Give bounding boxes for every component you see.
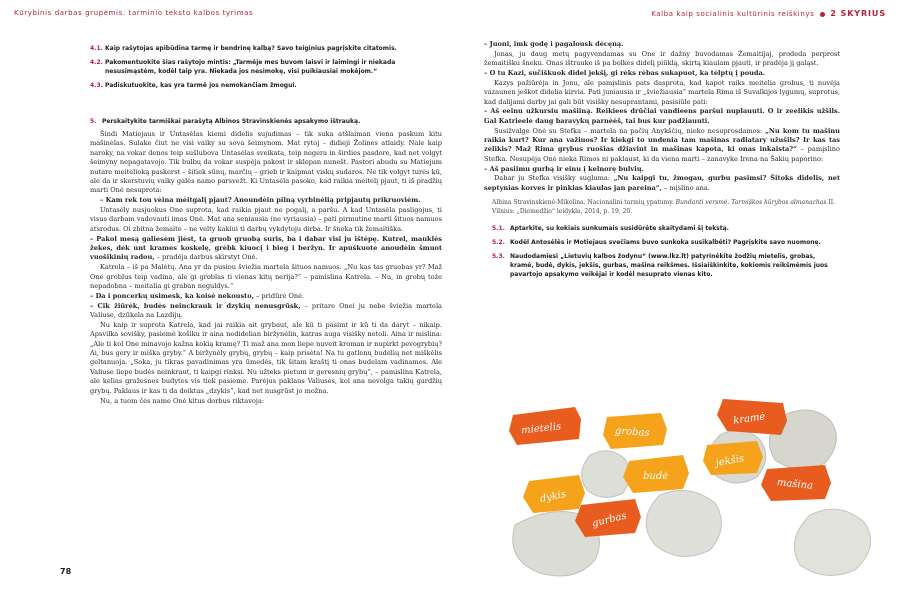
paragraph: Jonas, ju daug metų pagyvendamas su One ir dažny buvodamas Žemaitijaj, prodeda perprost žemaitišku šneku. Onas ištrauke iš pa bolkes didelį piūklą, skirtą kiaulam pjauti, ir pradėja jį galąst. — [484, 49, 840, 68]
narration: – pamįslino Stefka. Nesupėja Onė nieka Rimos ni paklaust, ki da viena marti – zanavyke Irena na Šakių paporino: — [484, 145, 840, 163]
task-5-2 — [492, 238, 840, 247]
word-tag-grobas — [603, 413, 667, 449]
task-text: Padiskutuokite, kas yra tarmė jos nemokančiam žmogui. — [105, 82, 297, 89]
word-tag-bude — [623, 455, 689, 493]
word-paper-illustration — [495, 395, 895, 585]
task-number: 5.2. — [492, 239, 505, 247]
paragraph: Šindi Matiejaus ir Untasėlas kiemi didelis sujudimas – tik suka atšlaiman viena paskum kitu mašinėlas. Sulake čiut ne visi vaiky su sova šeimynom. Mat rytoj – didieji Žolines atlaidy. Nale kaip naroky, na vokar denos teip sušlubova Untasėlas sveikata, teip negera in širdies pasdore, kad net volgyt šeimyny nepagatavojo. Tik bulbų da vokar suspėja pakost ir sklepan nunešt. Pastori abudu su Matiejum nutare meitelioką paskerst – šitiek sūnų, marčių – grieb ir kaipmat viskų sudaros. Ne tik volgyt turės kū, ale da ir skerstuvių vaiky galės namo parsvežt. Ki Untasėla pasoko, kad raikia meitelį pjaut, ti iš pradžių marti Onė nesuprota: — [90, 130, 442, 195]
task-text: Aptarkite, su kokiais sunkumais susidūrėte skaitydami šį tekstą. — [510, 225, 729, 233]
page-number-left: 78 — [60, 567, 72, 576]
task-5-1 — [492, 224, 840, 233]
crumpled-paper-ball — [646, 491, 721, 557]
right-content — [484, 40, 840, 284]
task-text: Pakomentuokite šias rašytojo mintis: „Tarmėje mes buvom laisvi ir laimingi ir niekada nesusimąstėm, kodėl taip yra. Niekada jos nesimokę, visi puikiausiai mokėjom.“ — [105, 59, 396, 75]
paragraph: Nu kaip ir suprota Katrela, kad jai raikia ait grybaut, ale kū ti pasimt ir kū ti da daryt – nikaip. Apsvilka sovišky, pasiemė košiku ir aina nedidelian biržynėlin, katras auga visišky netoli. Aina ir mislina: „Ale ti kol One minavojo kažna kokią kramę? Ti maž ana mon liepe nuveit kroman ir nupirkt pevogrybių? Ai, bus gery ir miška gryby.“ A biržynėly grybų, grybų – kaip prisėta! Na tu gatlenų budelių net miškėlis geltanuoja. „Soka, ju tikras pavadinimas yra ūmedės, tik šitam kraštį ti onas budelam vadinamos. Ale Valiuse liepe budės neinkraut, ti kaipgi rinksi. Nu užteks pietum ir geresnių grybų“, – pamislina Katrela, ale kelias gražesnes budytes vis tiek pasieme. Parėjus paklaus Valiuses, kol ana nevolga takių gardžių grybų. Paklaus ir kas ti da doiktas „dzykis“, kad net nusgrūst jo možna. — [90, 320, 442, 395]
crumpled-paper-ball — [794, 509, 870, 575]
story-text-right — [484, 40, 840, 193]
story-text-left — [90, 130, 442, 406]
task-text: Naudodamiesi „Lietuvių kalbos žodynu“ (www.lkz.lt) patyrinėkite žodžių mietelis, grobas, kramė, budė, dykis, jekšis, gurbas, mašina reikšmes. Išsiaiškinkite, kokiomis reikšmėmis juos pavartojo apsakymo veikėjai ir kodėl nesuprato vienas kito. — [510, 253, 828, 279]
task-list-5 — [492, 224, 840, 279]
task-4-1 — [90, 44, 435, 53]
running-head-title: Kalba kaip socialinis kultūrinis reiškinys — [651, 10, 815, 18]
word-label: grobas — [614, 425, 650, 440]
task-text: Kaip rašytojas apibūdina tarmę ir bendrinę kalbą? Savo teiginius pagrįskite citatomis. — [105, 45, 397, 52]
dialog-normal: – pradėja darbus skirstyt Onė. — [156, 253, 258, 262]
word-tag-dykis — [523, 475, 585, 513]
word-label: budė — [643, 471, 669, 482]
paragraph: – Aš eeinu užkursiu mašiiną. Reikiees drūčiai vandieens paršui nuplauuti. O ir zeelikis užšils. Gal Katrieele daug baravykų parnėėš, tai bus kur padžiauuti. — [484, 107, 840, 125]
dialog-bold: – Da i poncerkų usimesk, ka koisė nekousto, — [90, 291, 254, 300]
chapter-label: 2 SKYRIUS — [830, 9, 886, 18]
citation-work: Bundanti versmė. Tarmiškos kūrybos almanachas — [675, 199, 827, 207]
left-content — [90, 44, 435, 95]
word-label: gurbas — [590, 510, 628, 530]
task-number: 4.1. — [90, 45, 103, 52]
citation — [492, 199, 840, 216]
word-label: dykis — [538, 488, 568, 506]
running-head-right — [651, 9, 886, 18]
dialog-bold: – Cik žiūrėk, budės neinckrauk ir dzykių nenusgrūsk, — [90, 301, 301, 310]
word-label: mašina — [776, 477, 814, 492]
paragraph: – Aš pasiimu gurbą ir einu į kelnorę bulvių. — [484, 164, 644, 173]
paragraph: Untasėly nusjuokus One suprota, kad raikia pjaut ne pogalį, a paršu. A kad Untasėla pasligojus, ti visus darbam vadovauti imas Onė. Mat ana seniausia (ne vyriausia) – pati pirmutine marti šituos namuos atsrodus. Oi zbitna žemaite – ne velty kakiui ti darbų vykdytoju dirba. Ir šneka tik žemaitiška. — [90, 206, 442, 233]
crumpled-paper-ball — [582, 451, 630, 498]
word-tag-masina — [761, 465, 831, 501]
task-5-3 — [492, 252, 840, 279]
task-list-4 — [90, 44, 435, 90]
dialog-bold: „Nu kom tu mašinu raikia kurt? Kur ana važiuos? Ir kiekgi to undenia tam mašinas radiatary užušils? Ir kas tas zelikis? Maž Rima grybus ruošias džiavint in mašinas kapota, ki onas inkaista?“ — [484, 126, 840, 154]
word-tag-mietelis — [509, 407, 581, 445]
dialog-bold: „Nu kaipgi tu, žmogau, gurbu pasimsi? Šitoks didelis, net septynias korves ir pinkias kiaulas jan pareina“, — [484, 174, 840, 192]
task-4-2 — [90, 58, 435, 76]
paragraph — [484, 127, 840, 165]
citation-author: Albina Stravinskienė-Mikolina. Nacionalini tarmių ypatumy. — [492, 199, 674, 207]
section-number: 5. — [90, 118, 97, 125]
paragraph: – O tu Kazi, sučiškuok didel jekšį, gi rėks rėbas sukapuot, ka tėlptų į pouda. — [484, 69, 766, 77]
paragraph: Nu, a tuom čės name Onė kitus dorbus riktavoja: — [100, 396, 265, 405]
paragraph: – Juoni, imk godę i pagalousk dėcęną. — [484, 40, 624, 48]
word-label: kramė — [732, 411, 767, 427]
word-tag-gurbas — [575, 499, 641, 537]
paragraph — [90, 292, 442, 301]
dialog-bold: – Pakol mesą galiesėm jiėst, ta gruob gruobą suris, ba i dabar visi ju ištėpę. Kutrel, mauklės žekes, dėk unt krames koskelę, grėbk kiuocį i bieg i beržyn. Ir apuškuote anoudėin šmuot vuošikinių radou, — [90, 234, 442, 262]
word-label: mietelis — [520, 421, 562, 437]
task-number: 4.3. — [90, 82, 103, 89]
narration: Susižvalge Onė su Stefka – martela na pačių Anykščių, nieko nesuprosdamos: — [494, 126, 763, 135]
paragraph: Kazys pažiūrėja in Jonu, ale pamįslinis pats dasprota, kad kapot raiks meitelia grobus, ti nuvėja vazaunen ješkot didelia kirvia. Pati juniausia ir „šviežiausia“ martela Rima iš Suvalkijos lygumų, suprotus, kad dalijami darby jai gali būt visišky nesuprantami, pasisiūle pati: — [484, 78, 840, 106]
word-tag-jeksis — [703, 441, 763, 475]
paragraph — [484, 174, 840, 193]
running-head-left: Kūrybinis darbas grupėmis: tarminio teksto kalbos tyrimas — [14, 9, 254, 17]
task-number: 4.2. — [90, 59, 103, 66]
dialog-normal: – pridūre Onė. — [256, 291, 305, 300]
dialog-normal: – pritare Onei ju nebe šviežia martela Valiuse, dzūkela na Lazdijų. — [90, 301, 442, 320]
paragraph — [90, 235, 442, 263]
task-4-3 — [90, 81, 435, 90]
paragraph: – Kam rek tou vėina mėitgalį pjaut? Anoundėin pilną vyrbinėlią pripjautų prikruoviėm. — [100, 196, 421, 205]
narration: Dabar ju Stefka visišky sugluma: — [494, 174, 610, 183]
task-number: 5.1. — [492, 225, 505, 233]
task-number: 5.3. — [492, 253, 505, 261]
left-story — [90, 118, 442, 406]
paragraph — [90, 302, 442, 321]
section-text: Perskaitykite tarmiškai parašytą Albinos Stravinskienės apsakymo ištrauką. — [102, 118, 361, 125]
chapter-dot-icon — [820, 12, 825, 17]
task-text: Kodėl Antosėlės ir Motiejaus svečiams buvo sunkoka susikalbėti? Pagrįskite savo nuomonę. — [510, 239, 821, 247]
section-title-5 — [90, 118, 442, 125]
word-tag-krame — [717, 399, 787, 435]
citation-details: II. Vilnius: „Diemedžio“ leidykla, 2014, p. 19, 20. — [492, 199, 836, 215]
narration: – mįslino ana. — [663, 183, 710, 192]
paragraph: Katrela – iš pa Malėtų. Ana yr da pusiou šviežia martela šituos namuos. „Nu kas tas gruobas yr? Maž One groblus teip vadina, ale gi groblas ti vienas kitų nerija?“ – pamislina Katrela. – Nu, in grobų toże nepadobna – meitalia gi graban neguldys.“ — [90, 263, 442, 291]
word-label: jekšis — [714, 453, 745, 469]
